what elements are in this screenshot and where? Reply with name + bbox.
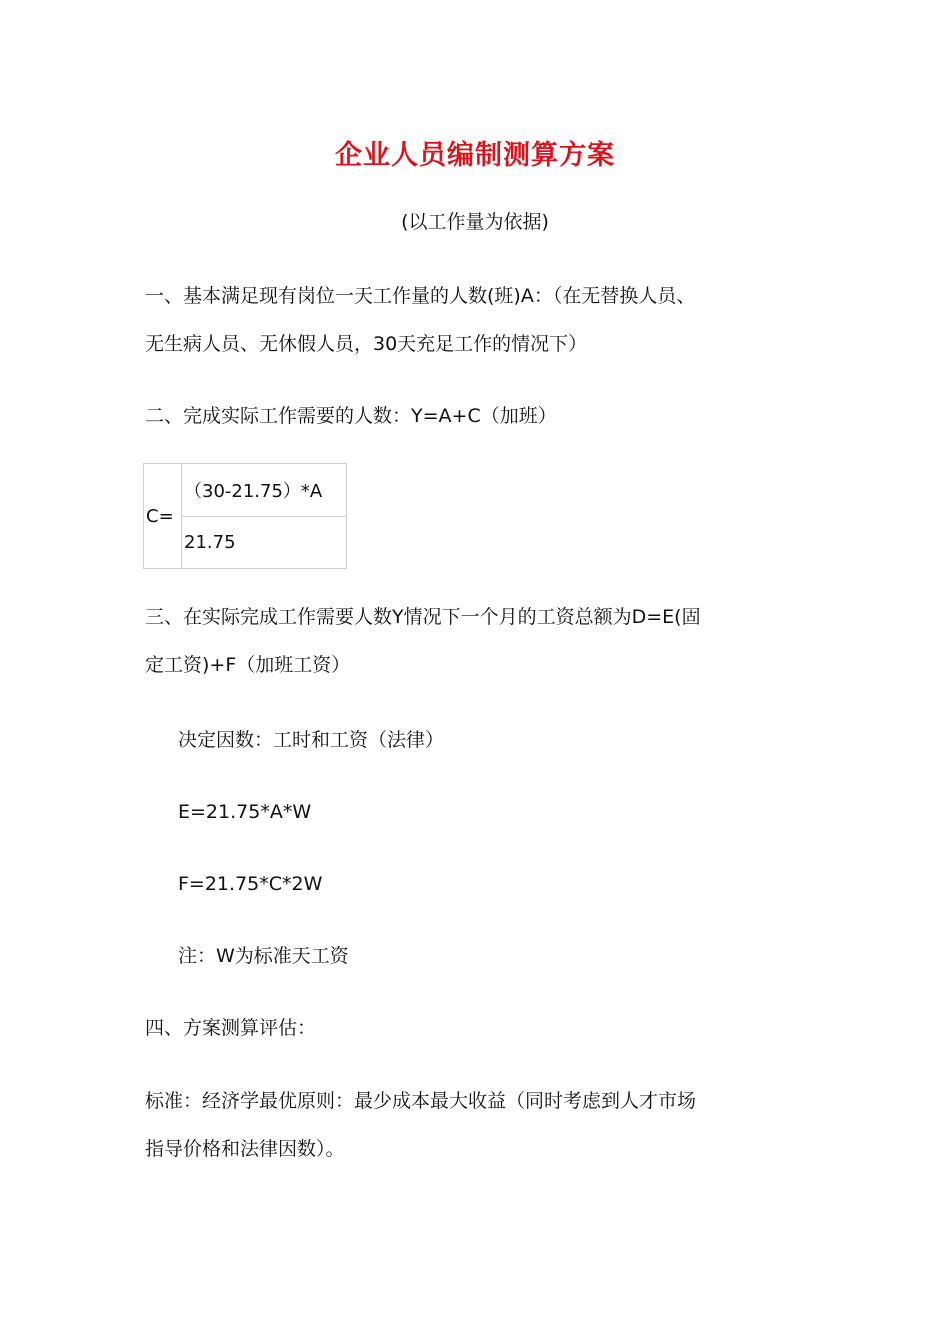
section-3-line-2: 定工资)+F（加班工资） xyxy=(145,654,351,676)
formula-c-label: C= xyxy=(144,464,182,569)
standard-line-2: 指导价格和法律因数）。 xyxy=(145,1138,345,1160)
determining-factors: 决定因数：工时和工资（法律） xyxy=(178,729,445,751)
evaluation-standard xyxy=(145,1077,805,1173)
formula-c-denominator: 21.75 xyxy=(182,516,347,569)
formula-c-numerator: （30-21.75）*A xyxy=(182,464,347,517)
section-1-line-2: 无生病人员、无休假人员，30天充足工作的情况下） xyxy=(145,333,588,355)
section-2: 二、完成实际工作需要的人数：Y=A+C（加班） xyxy=(145,405,557,427)
document-subtitle: (以工作量为依据) xyxy=(401,211,549,233)
section-1-line-1: 一、基本满足现有岗位一天工作量的人数(班)A：（在无替换人员、 xyxy=(145,285,696,307)
section-1 xyxy=(145,272,805,368)
section-4: 四、方案测算评估： xyxy=(145,1017,317,1039)
formula-c-table xyxy=(143,463,347,569)
formula-e: E=21.75*A*W xyxy=(178,801,312,823)
section-3 xyxy=(145,593,805,689)
formula-f: F=21.75*C*2W xyxy=(178,873,323,895)
section-3-line-1: 三、在实际完成工作需要人数Y情况下一个月的工资总额为D=E(固 xyxy=(145,606,701,628)
standard-line-1: 标准：经济学最优原则：最少成本最大收益（同时考虑到人才市场 xyxy=(145,1090,697,1112)
note-w: 注：W为标准天工资 xyxy=(178,945,349,967)
document-title: 企业人员编制测算方案 xyxy=(335,140,615,171)
